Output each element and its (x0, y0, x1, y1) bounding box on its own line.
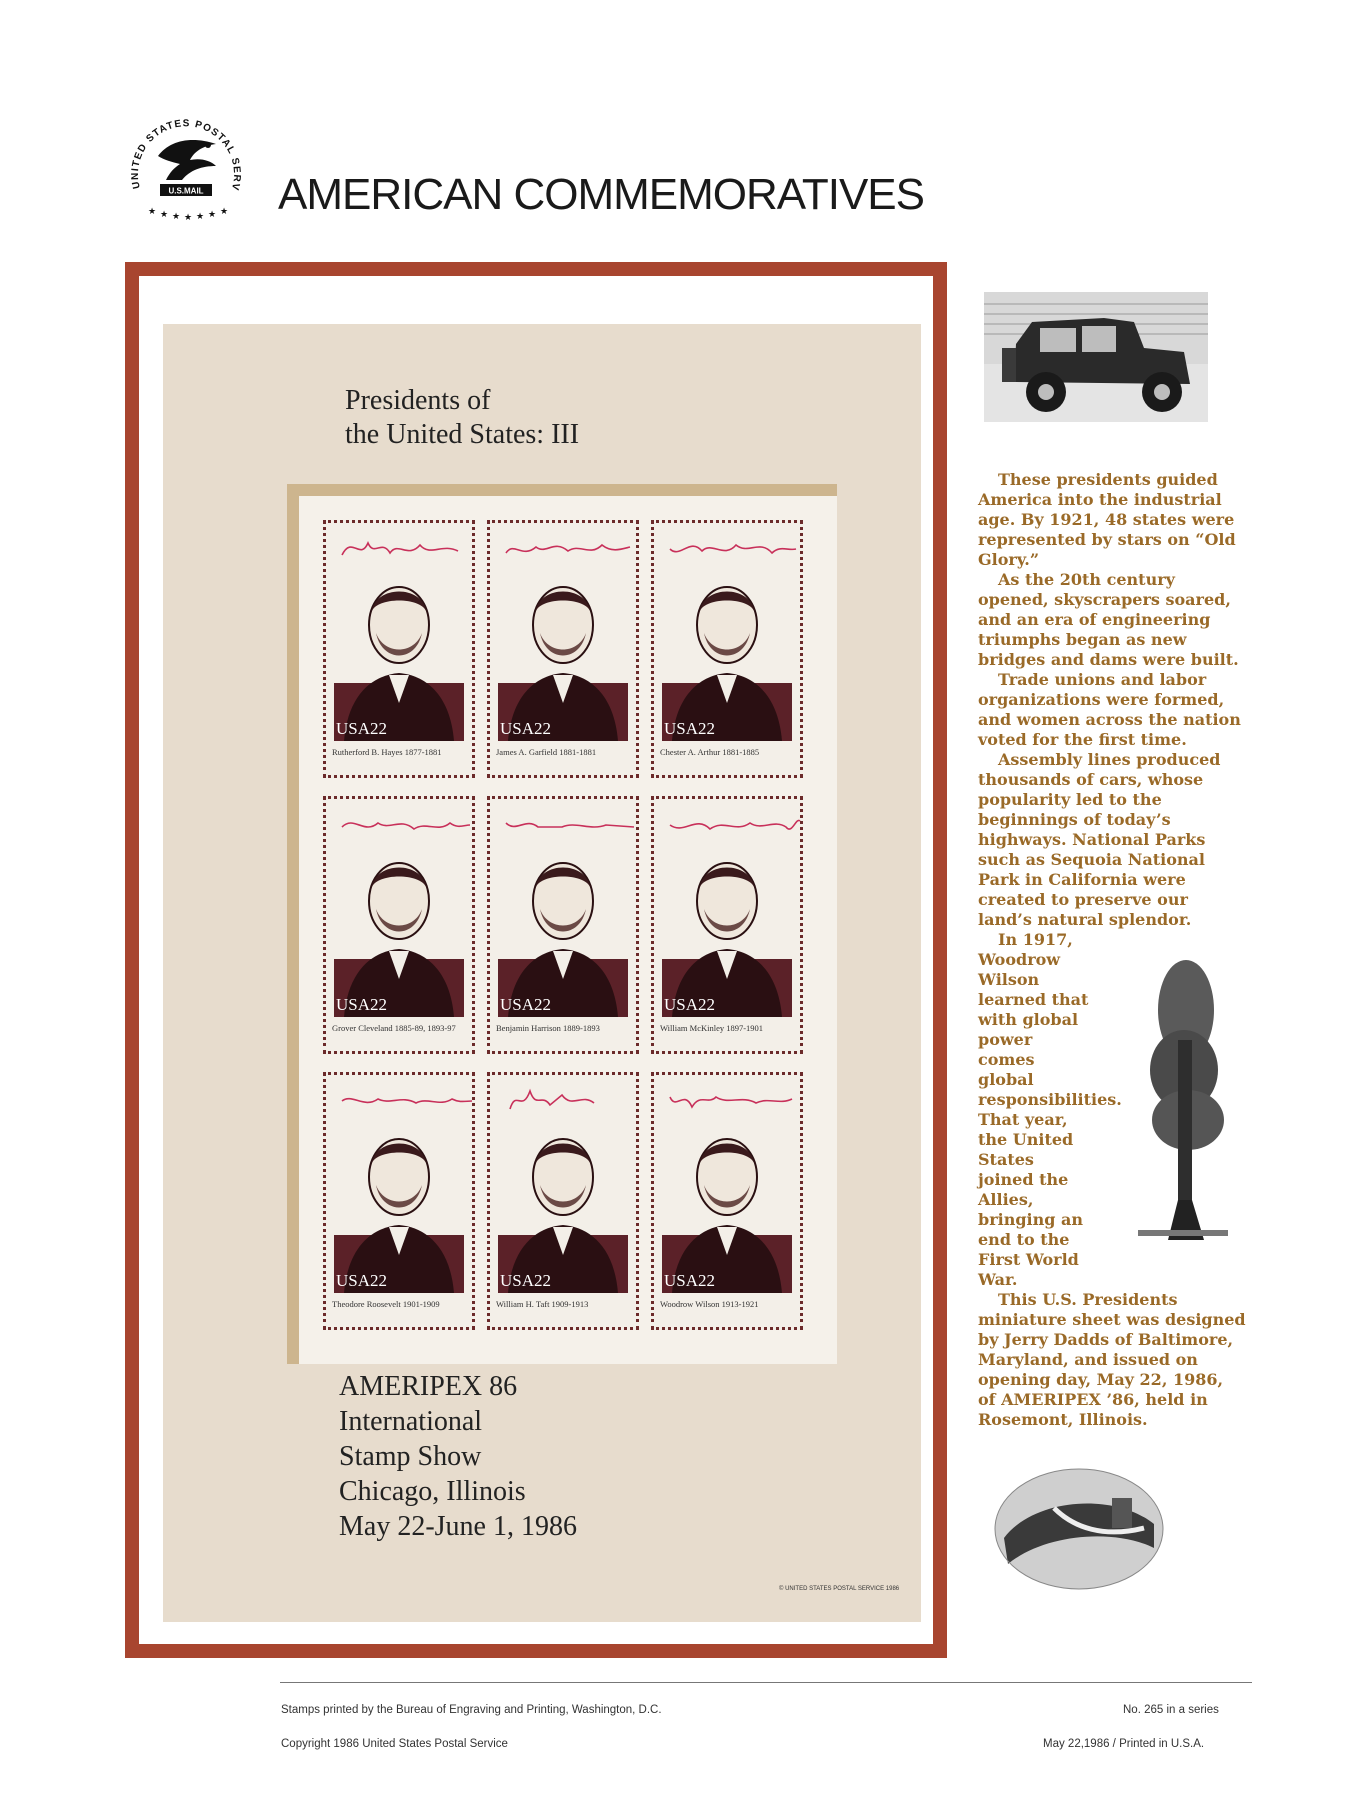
stamp (323, 1072, 475, 1330)
stamp-denomination: USA22 (500, 995, 552, 1014)
stamp-caption: Benjamin Harrison 1889-1893 (496, 1023, 600, 1033)
story-paragraph-wilson: In 1917, Woodrow Wilson learned that with global power comes global responsibilities. That year, the United States joined the Allies, bringing an end to the First World War. (978, 930, 1122, 1289)
show-line: Chicago, Illinois (339, 1476, 526, 1507)
signature-icon (502, 531, 638, 567)
printer-credit: Stamps printed by the Bureau of Engraving and Printing, Washington, D.C. (281, 1704, 662, 1716)
portrait-icon (498, 563, 628, 741)
copyright-line: Copyright 1986 United States Postal Service (281, 1738, 508, 1750)
model-a-car-engraving (984, 292, 1208, 422)
stamp (487, 520, 639, 778)
issue-date: May 22,1986 / Printed in U.S.A. (1043, 1738, 1205, 1750)
show-line: Stamp Show (339, 1441, 482, 1472)
show-line: International (339, 1406, 483, 1437)
stamp-caption: James A. Garfield 1881-1881 (496, 747, 597, 757)
stamp-caption: William McKinley 1897-1901 (660, 1023, 764, 1033)
stamp-caption: Chester A. Arthur 1881-1885 (660, 747, 760, 757)
show-line: AMERIPEX 86 (339, 1371, 518, 1402)
svg-text:★: ★ (160, 210, 169, 220)
signature-icon (666, 531, 802, 567)
sheet-title: Presidents of the United States: III (345, 385, 580, 450)
footer-rule (280, 1682, 1252, 1683)
portrait-icon (662, 1115, 792, 1293)
story-paragraph: As the 20th century opened, skyscrapers soared, and an era of engineering triumphs began as new bridges and dams were built. (978, 570, 1239, 669)
stamp (487, 1072, 639, 1330)
portrait-icon (662, 839, 792, 1017)
svg-text:★: ★ (148, 207, 157, 217)
stamp (651, 796, 803, 1054)
stamp (323, 520, 475, 778)
portrait-icon (334, 1115, 464, 1293)
story-paragraph: Assembly lines produced thousands of cars, whose popularity led to the beginnings of today’s highways. National Parks such as Sequoia National Park in California were created to preserve our land’s natural splendor. (978, 750, 1221, 929)
stamp-caption: Theodore Roosevelt 1901-1909 (332, 1299, 440, 1309)
show-line: May 22-June 1, 1986 (339, 1511, 577, 1542)
stamp-denomination: USA22 (664, 1271, 716, 1290)
stamp-denomination: USA22 (336, 719, 388, 738)
stamp (487, 796, 639, 1054)
stamp (651, 520, 803, 778)
show-info (339, 1369, 577, 1544)
sheet-copyright: © UNITED STATES POSTAL SERVICE 1986 (779, 1586, 900, 1592)
logo-mark-text: U.S.MAIL (168, 186, 204, 196)
portrait-icon (334, 563, 464, 741)
stamp-denomination: USA22 (664, 995, 716, 1014)
stamp (651, 1072, 803, 1330)
svg-text:★: ★ (196, 212, 205, 222)
souvenir-sheet (163, 324, 921, 1622)
story-paragraph-credits: This U.S. Presidents miniature sheet was designed by Jerry Dadds of Baltimore, Maryland, and issued on opening day, May 22, 1986, of AMERIPEX ’86, held in Rosemont, Illinois. (978, 1290, 1246, 1429)
signature-icon (502, 1083, 638, 1119)
svg-text:★: ★ (208, 210, 217, 220)
stamp-block (323, 520, 803, 1330)
dam-bridge-engraving (994, 1468, 1164, 1590)
svg-text:★: ★ (220, 207, 229, 217)
sheet-frame (125, 262, 947, 1658)
stamp-caption: William H. Taft 1909-1913 (496, 1299, 589, 1309)
stamp-denomination: USA22 (336, 995, 388, 1014)
portrait-icon (334, 839, 464, 1017)
signature-icon (338, 531, 474, 567)
signature-icon (502, 807, 638, 843)
stamp-caption: Grover Cleveland 1885-89, 1893-97 (332, 1023, 456, 1033)
signature-icon (666, 1083, 802, 1119)
portrait-icon (498, 839, 628, 1017)
svg-text:★: ★ (172, 212, 181, 222)
stamp (323, 796, 475, 1054)
stamp-caption: Woodrow Wilson 1913-1921 (660, 1299, 759, 1309)
signature-icon (666, 807, 802, 843)
story-paragraph: These presidents guided America into the industrial age. By 1921, 48 states were represented by stars on “Old Glory.” (978, 470, 1236, 569)
portrait-icon (662, 563, 792, 741)
story-paragraph: Trade unions and labor organizations were formed, and women across the nation voted for the first time. (978, 670, 1241, 749)
stamp-denomination: USA22 (336, 1271, 388, 1290)
stamp-caption: Rutherford B. Hayes 1877-1881 (332, 747, 442, 757)
sequoia-tree-engraving (1128, 950, 1238, 1250)
stamp-denomination: USA22 (500, 1271, 552, 1290)
signature-icon (338, 807, 474, 843)
usps-eagle-logo (118, 96, 254, 232)
stamp-denomination: USA22 (500, 719, 552, 738)
signature-icon (338, 1083, 474, 1119)
portrait-icon (498, 1115, 628, 1293)
series-number: No. 265 in a series (1123, 1704, 1219, 1716)
page-title: AMERICAN COMMEMORATIVES (278, 170, 925, 219)
svg-text:★: ★ (184, 213, 193, 223)
logo-ring-text: UNITED STATES POSTAL SERV (129, 118, 243, 193)
stamp-denomination: USA22 (664, 719, 716, 738)
